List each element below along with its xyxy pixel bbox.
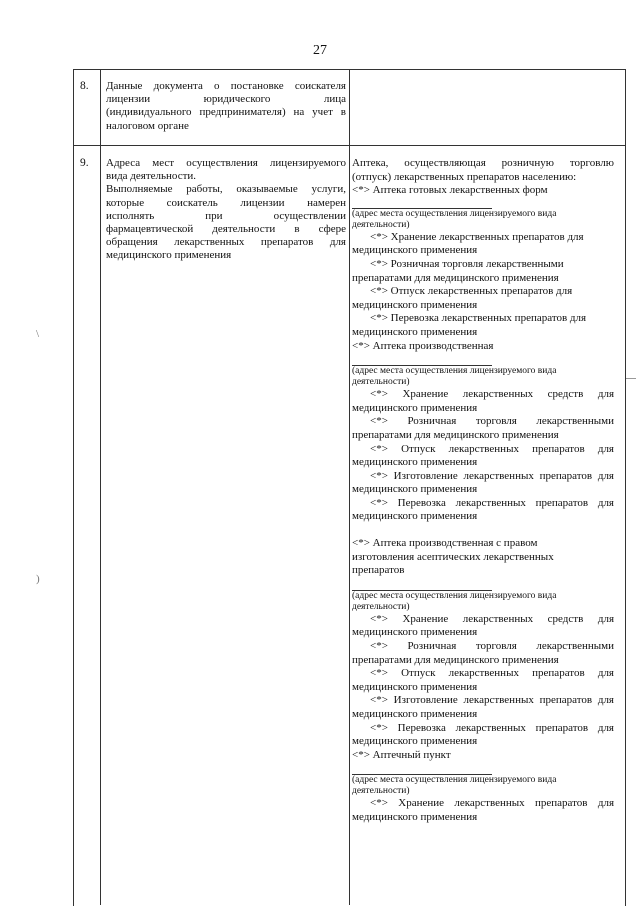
- row-9-line: фармацевтической деятельности в сфере: [106, 223, 346, 236]
- activity-item: <*> Отпуск лекарственных препаратов для: [370, 442, 614, 455]
- row-9-line: вида деятельности.: [106, 170, 197, 183]
- address-caption: (адрес места осуществления лицензируемого вида: [352, 208, 557, 219]
- row-9-line: обращения лекарственных препаратов для: [106, 236, 346, 249]
- pharmacy-type-title: препаратов: [352, 564, 405, 577]
- row-9-line: Адреса мест осуществления лицензируемого: [106, 157, 346, 169]
- row-8-description: [106, 80, 346, 133]
- activity-item: <*> Отпуск лекарственных препаратов для: [370, 667, 614, 680]
- column-divider-1: [100, 69, 101, 905]
- address-blank-line: [352, 580, 492, 591]
- row-9-description: [106, 157, 346, 263]
- activity-item: медицинского применения: [352, 708, 478, 720]
- activity-item: медицинского применения: [352, 483, 478, 496]
- pharmacy-type-title: <*> Аптека готовых лекарственных форм: [352, 184, 548, 197]
- activity-item: <*> Хранение лекарственных препаратов для: [370, 230, 584, 243]
- activity-item: медицинского применения: [352, 401, 478, 414]
- scan-mark: [626, 378, 636, 379]
- column-divider-2: [349, 69, 350, 905]
- address-caption: деятельности): [352, 219, 410, 230]
- activity-item: <*> Изготовление лекарственных препаратов для: [370, 694, 614, 707]
- intro-line: Аптека, осуществляющая розничную торговлю: [352, 157, 614, 169]
- row-8-line: налоговом органе: [106, 119, 189, 132]
- activity-item: <*> Хранение лекарственных средств для: [370, 388, 614, 401]
- row-8-line: Данные документа о постановке соискателя: [106, 80, 346, 92]
- address-caption: (адрес места осуществления лицензируемого вида: [352, 775, 557, 786]
- row-9-line: Выполняемые работы, оказываемые услуги,: [106, 183, 346, 196]
- row-9-line: медицинского применения: [106, 249, 232, 262]
- activity-item: медицинского применения: [352, 244, 478, 257]
- activity-item: <*> Отпуск лекарственных препаратов для: [370, 285, 573, 298]
- activity-item: медицинского применения: [352, 626, 478, 639]
- pharmacy-type-title: <*> Аптека производственная с правом: [352, 537, 538, 550]
- activity-item: <*> Розничная торговля лекарственными: [370, 415, 614, 428]
- address-blank-line: [352, 764, 492, 775]
- row-number-9: 9.: [80, 157, 89, 169]
- row-8-line: (индивидуального предпринимателя) на учет в: [106, 106, 346, 119]
- intro-line: (отпуск) лекарственных препаратов населению:: [352, 170, 577, 183]
- activity-item: препаратами для медицинского применения: [352, 428, 559, 441]
- pharmacy-type-title: <*> Аптека производственная: [352, 339, 494, 352]
- row-divider: [73, 145, 625, 146]
- row-9-details: [352, 157, 614, 825]
- address-caption: (адрес места осуществления лицензируемого вида: [352, 366, 557, 377]
- row-9-line: которые соискатель лицензии намерен: [106, 196, 346, 209]
- scan-mark: \: [36, 328, 40, 340]
- scan-mark: ): [36, 573, 40, 585]
- activity-item: <*> Розничная торговля лекарственными: [370, 640, 614, 653]
- activity-item: <*> Хранение лекарственных препаратов для: [370, 797, 614, 810]
- activity-item: медицинского применения: [352, 510, 478, 523]
- row-number-8: 8.: [80, 80, 89, 92]
- activity-item: <*> Хранение лекарственных средств для: [370, 612, 614, 625]
- activity-item: медицинского применения: [352, 810, 478, 823]
- activity-item: <*> Перевозка лекарственных препаратов для: [370, 721, 614, 734]
- row-8-line: лицензии юридического лица: [106, 93, 346, 106]
- activity-item: препаратами для медицинского применения: [352, 271, 559, 284]
- activity-item: медицинского применения: [352, 298, 478, 311]
- pharmacy-type-title: изготовления асептических лекарственных: [352, 550, 554, 563]
- activity-item: препаратами для медицинского применения: [352, 653, 559, 666]
- activity-item: медицинского применения: [352, 735, 478, 748]
- address-caption: деятельности): [352, 377, 410, 388]
- activity-item: медицинского применения: [352, 325, 478, 338]
- address-blank-line: [352, 198, 492, 209]
- activity-item: <*> Перевозка лекарственных препаратов для: [370, 312, 587, 325]
- row-9-line: исполнять при осуществлении: [106, 209, 346, 222]
- address-blank-line: [352, 355, 492, 366]
- activity-item: <*> Перевозка лекарственных препаратов для: [370, 496, 614, 509]
- activity-item: медицинского применения: [352, 680, 478, 693]
- address-caption: деятельности): [352, 601, 410, 612]
- activity-item: медицинского применения: [352, 456, 478, 469]
- pharmacy-type-title: <*> Аптечный пункт: [352, 748, 451, 761]
- activity-item: <*> Розничная торговля лекарственными: [370, 257, 564, 270]
- address-caption: деятельности): [352, 786, 410, 797]
- page-number: 27: [313, 43, 327, 58]
- address-caption: (адрес места осуществления лицензируемого вида: [352, 590, 557, 601]
- activity-item: <*> Изготовление лекарственных препаратов для: [370, 469, 614, 482]
